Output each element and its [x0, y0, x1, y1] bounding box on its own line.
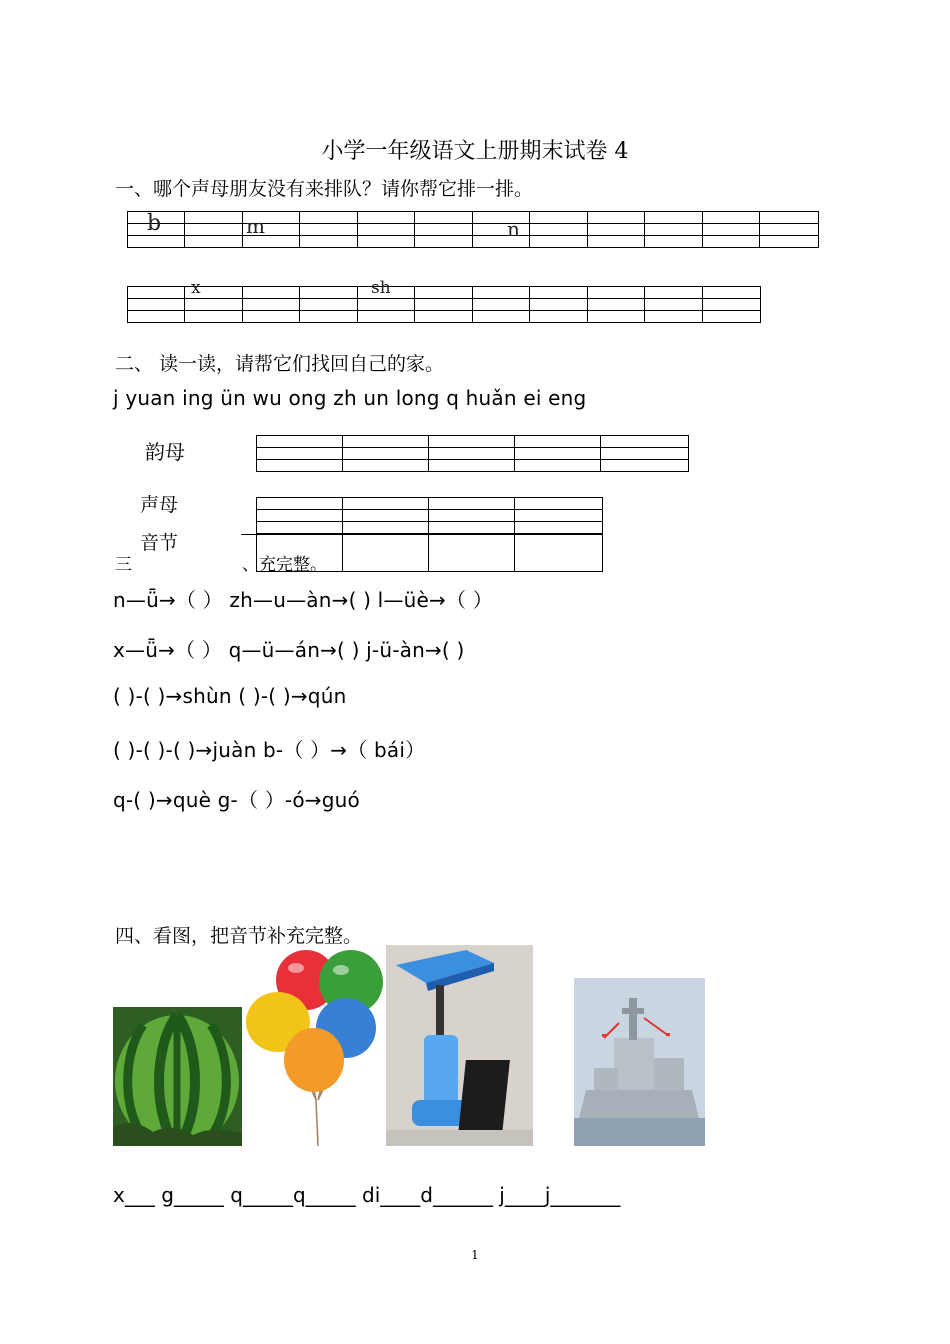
watermelon-image — [113, 1007, 242, 1146]
section4-heading: 四、看图，把音节补充完整。 — [115, 925, 363, 947]
exercise-line-3: ( )-( )→shùn ( )-( )→qún — [113, 684, 347, 708]
grid-letter-sh: sh — [371, 278, 391, 298]
page-number: 1 — [471, 1248, 479, 1262]
grid-letter-b: b — [147, 211, 162, 236]
exercise-line-4: ( )-( )-( )→juàn b-（ ）→（ bái） — [113, 738, 426, 762]
shengmu-grid — [256, 497, 603, 534]
page-title: 小学一年级语文上册期末试卷 4 — [321, 139, 629, 164]
grid-letter-n: n — [507, 217, 520, 241]
balloons-image — [246, 950, 384, 1146]
exercise-line-5: q-( )→què g-（ ）-ó→guó — [113, 788, 360, 812]
four-line-grid-row1 — [127, 211, 819, 248]
pinyin-list: j yuan ing ün wu ong zh un long q huǎn ei eng — [113, 386, 587, 410]
label-shengmu: 声母 — [140, 494, 179, 516]
warship-image — [574, 978, 705, 1146]
section3-heading-start: 三 — [115, 555, 132, 575]
label-yinjie: 音节 — [140, 532, 179, 554]
grid-letter-m: m — [246, 214, 265, 238]
four-line-grid-row2 — [127, 286, 761, 323]
section3-heading-end: 、充完整。 — [242, 555, 327, 575]
section2-heading: 二、 读一读，请帮它们找回自己的家。 — [115, 353, 445, 375]
yinjie-grid-lead-line — [241, 534, 256, 535]
yunmu-grid — [256, 435, 689, 472]
label-yunmu: 韵母 — [145, 440, 185, 464]
fill-in-blanks-line[interactable]: x___ g_____ q_____q_____ di____d______ j____j_______ — [113, 1183, 621, 1207]
grid-letter-x: x — [191, 278, 201, 298]
desk-lamp-image — [386, 945, 533, 1146]
exercise-line-1: n—ǖ→（ ） zh—u—àn→( ) l—üè→（ ） — [113, 588, 493, 612]
exercise-line-2: x—ǖ→（ ） q—ü—án→( ) j-ü-àn→( ) — [113, 638, 465, 662]
section1-heading: 一、哪个声母朋友没有来排队？请你帮它排一排。 — [115, 178, 534, 200]
